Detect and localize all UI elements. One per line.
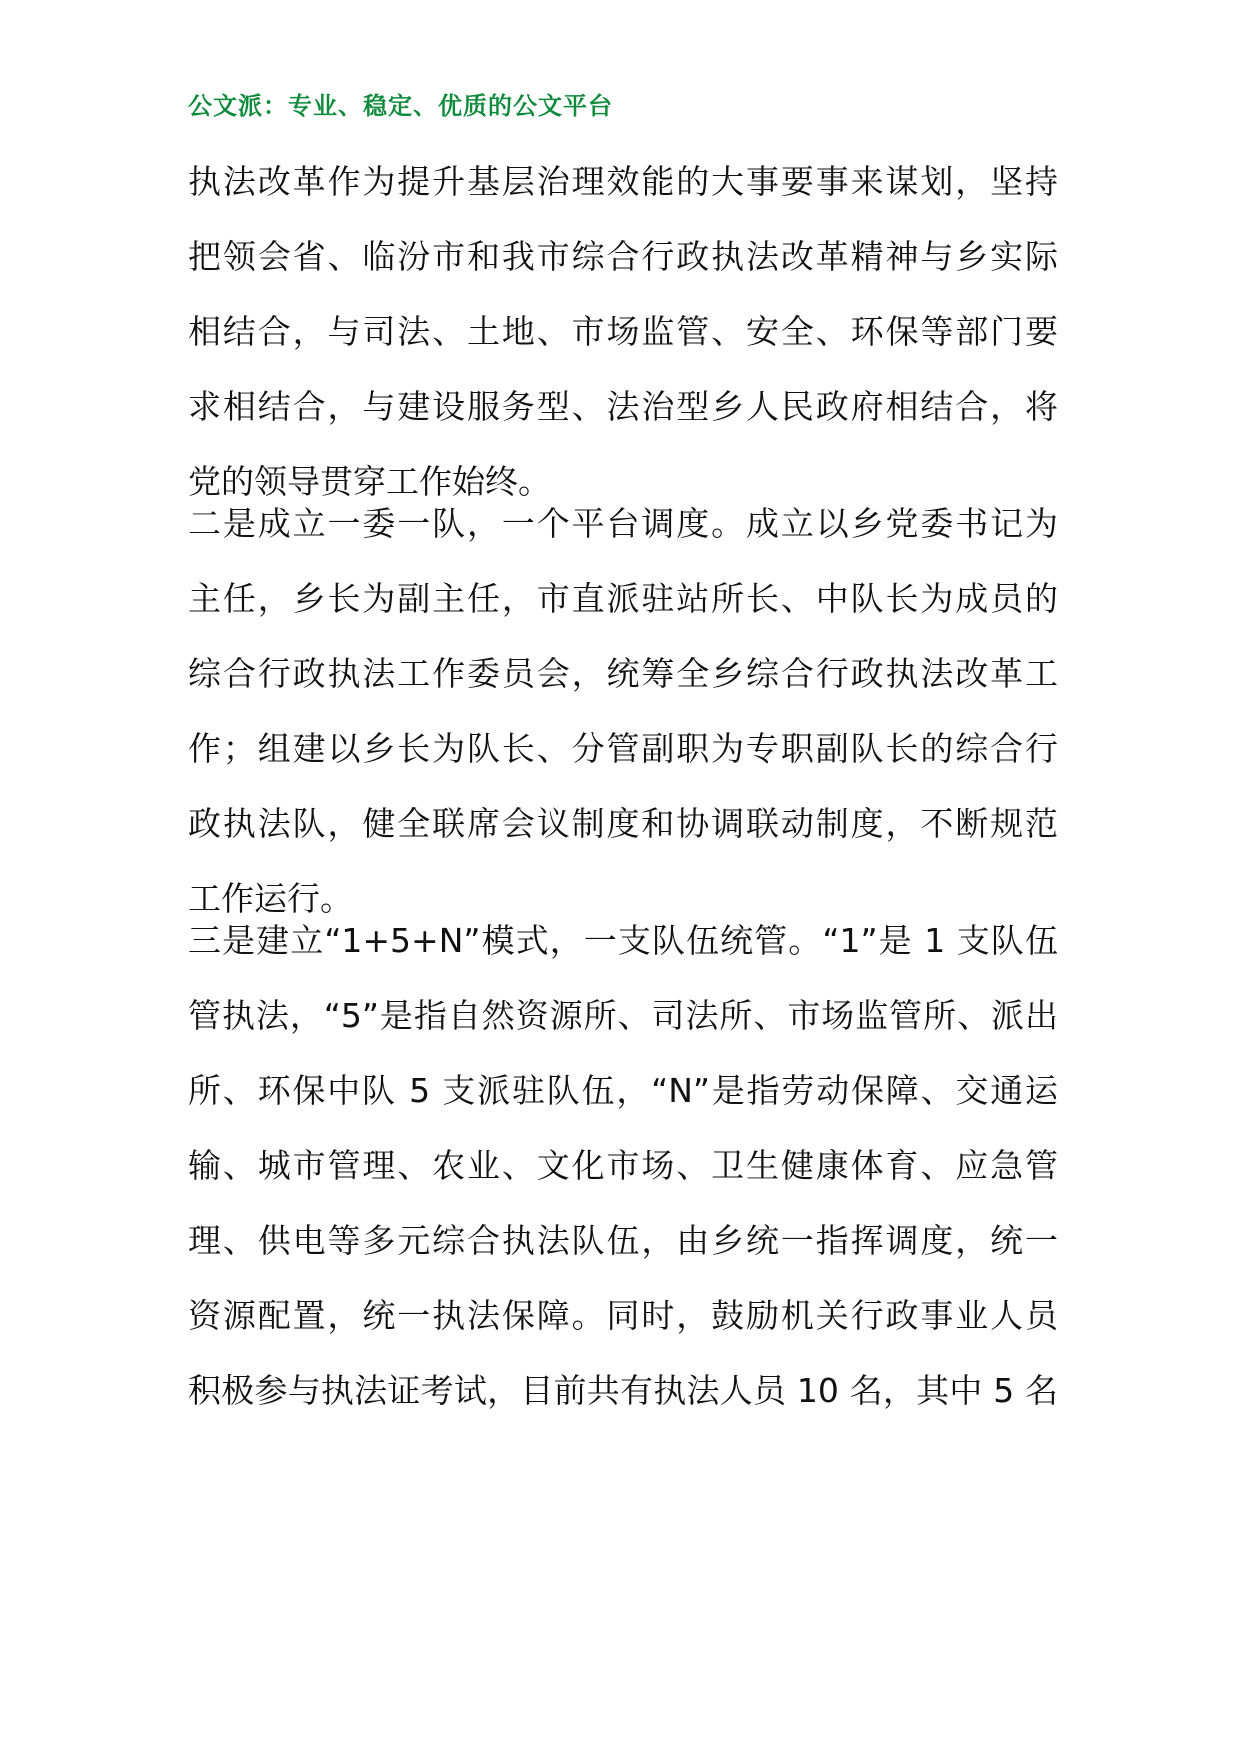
text-line: 把领会省、临汾市和我市综合行政执法改革精神与乡实际: [188, 237, 1058, 276]
paragraph-2: [188, 486, 1058, 936]
text-line: 求相结合，与建设服务型、法治型乡人民政府相结合，将: [188, 387, 1058, 426]
text-line: 主任，乡长为副主任，市直派驻站所长、中队长为成员的: [188, 579, 1058, 618]
text-line: 积极参与执法证考试，目前共有执法人员 10 名，其中 5 名: [188, 1371, 1058, 1410]
text-line: 资源配置，统一执法保障。同时，鼓励机关行政事业人员: [188, 1296, 1058, 1335]
paragraph-1: [188, 144, 1058, 519]
paragraph-3: [188, 903, 1058, 1428]
header-banner: 公文派：专业、稳定、优质的公文平台: [188, 92, 613, 120]
text-line: 理、供电等多元综合执法队伍，由乡统一指挥调度，统一: [188, 1221, 1058, 1260]
text-line: 执法改革作为提升基层治理效能的大事要事来谋划，坚持: [188, 162, 1058, 201]
text-line: 所、环保中队 5 支派驻队伍，“N”是指劳动保障、交通运: [188, 1071, 1058, 1110]
text-line: 政执法队，健全联席会议制度和协调联动制度，不断规范: [188, 804, 1058, 843]
text-line: 党的领导贯穿工作始终。: [188, 462, 551, 501]
text-line: 三是建立“1+5+N”模式，一支队伍统管。“1”是 1 支队伍: [188, 921, 1058, 960]
text-line: 作；组建以乡长为队长、分管副职为专职副队长的综合行: [188, 729, 1058, 768]
text-line: 输、城市管理、农业、文化市场、卫生健康体育、应急管: [188, 1146, 1058, 1185]
text-line: 管执法，“5”是指自然资源所、司法所、市场监管所、派出: [188, 996, 1058, 1035]
text-line: 综合行政执法工作委员会，统筹全乡综合行政执法改革工: [188, 654, 1058, 693]
text-line: 相结合，与司法、土地、市场监管、安全、环保等部门要: [188, 312, 1058, 351]
text-line: 工作运行。: [188, 879, 353, 918]
text-line: 二是成立一委一队，一个平台调度。成立以乡党委书记为: [188, 504, 1058, 543]
